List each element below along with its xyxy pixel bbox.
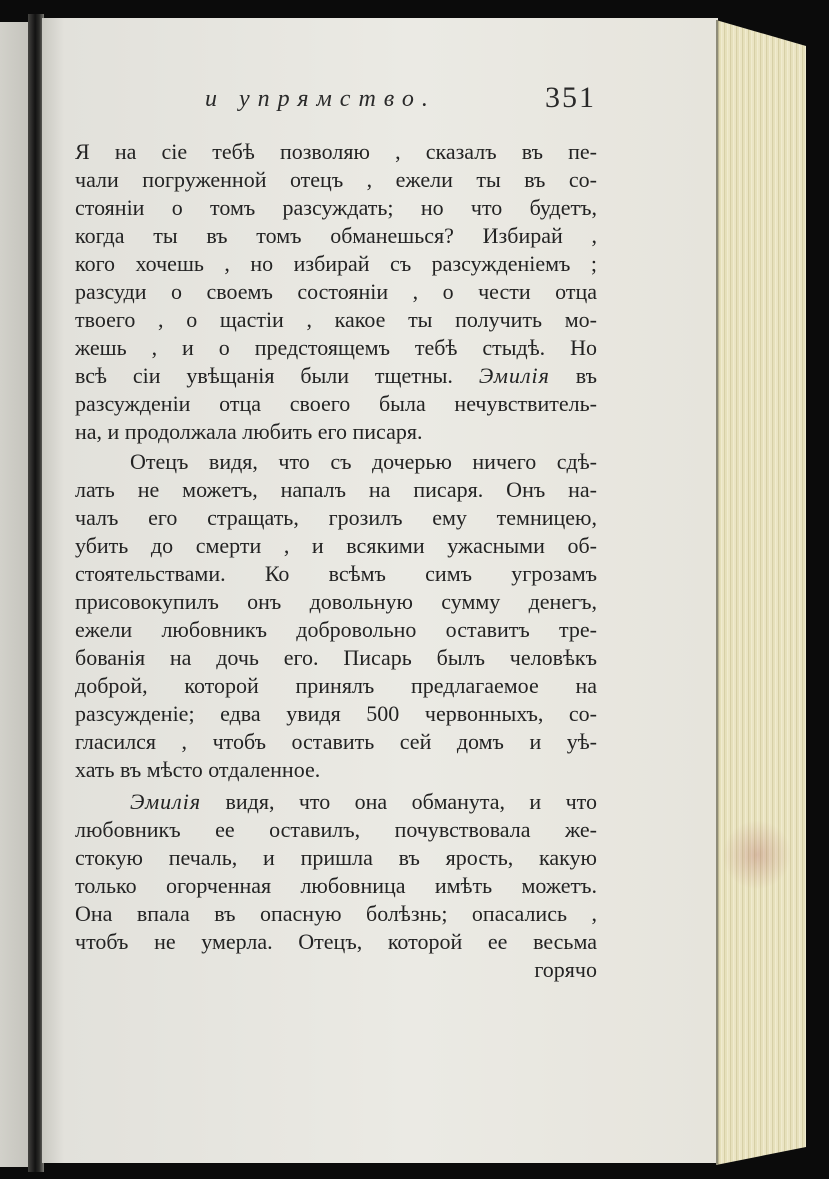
- running-head: и упрямство.: [205, 86, 436, 112]
- catchword: горячо: [534, 957, 597, 982]
- text-line: чтобъ не умерла. Отецъ, которой ее весьма: [75, 929, 597, 954]
- text-line: гласился , чтобъ оставить сей домъ и уѣ-: [75, 729, 597, 754]
- text-line: бованія на дочь его. Писарь былъ человѣкъ: [75, 645, 597, 670]
- text-line: когда ты въ томъ обманешься? Избирай ,: [75, 223, 597, 248]
- name-emphasis: Эмилія: [130, 789, 202, 814]
- text-line: убить до смерти , и всякими ужасными об-: [75, 533, 597, 558]
- text-line: твоего , о щастіи , какое ты получить мо-: [75, 307, 597, 332]
- text-line: только огорченная любовница имѣть можетъ.: [75, 873, 597, 898]
- text-line: на, и продолжала любить его писаря.: [75, 419, 423, 444]
- name-emphasis: Эмилія: [478, 363, 550, 388]
- text-line: доброй, которой принялъ предлагаемое на: [75, 673, 597, 698]
- page-edge-line: [716, 20, 718, 1165]
- text-line: кого хочешь , но избирай съ разсужденіемъ ;: [75, 251, 597, 276]
- text-block: [75, 138, 597, 984]
- paragraph-start-line: [75, 788, 597, 816]
- facing-page-edge: [0, 22, 30, 1167]
- text-line: хать въ мѣсто отдаленное.: [75, 757, 321, 782]
- text-line: лать не можетъ, напалъ на писаря. Онъ на-: [75, 477, 597, 502]
- text-line: стокую печаль, и пришла въ ярость, какую: [75, 845, 597, 870]
- line-text: въ: [575, 363, 597, 388]
- line-text: видя, что она обманута, и что: [225, 789, 598, 814]
- text-line: чалъ его стращать, грозилъ ему темницею,: [75, 505, 597, 530]
- page-number: 351: [545, 81, 596, 114]
- text-line: Она впала въ опасную болѣзнь; опасались ,: [75, 901, 597, 926]
- text-line: стоятельствами. Ко всѣмъ симъ угрозамъ: [75, 561, 597, 586]
- page-block-edges: [716, 20, 806, 1165]
- text-line: стояніи о томъ разсуждать; но что будетъ,: [75, 195, 597, 220]
- text-line: чали погруженной отецъ , ежели ты въ со-: [75, 167, 597, 192]
- text-line: разсужденіе; едва увидя 500 червонныхъ, со-: [75, 701, 597, 726]
- text-line: жешь , и о предстоящемъ тебѣ стыдѣ. Но: [75, 335, 597, 360]
- text-line: разсуди о своемъ состояніи , о чести отца: [75, 279, 597, 304]
- text-line: разсужденіи отца своего была нечувствитель-: [75, 391, 597, 416]
- text-line: ежели любовникъ добровольно оставитъ тре-: [75, 617, 597, 642]
- text-line: [75, 362, 597, 390]
- paragraph-start-line: Отецъ видя, что съ дочерью ничего сдѣ-: [130, 449, 597, 474]
- text-line: любовникъ ее оставилъ, почувствовала же-: [75, 817, 597, 842]
- text-line: присовокупилъ онъ довольную сумму денегъ,: [75, 589, 597, 614]
- line-text: всѣ сіи увѣщанія были тщетны.: [75, 363, 453, 388]
- edge-stain: [722, 820, 792, 890]
- text-line: Я на сіе тебѣ позволяю , сказалъ въ пе-: [75, 139, 597, 164]
